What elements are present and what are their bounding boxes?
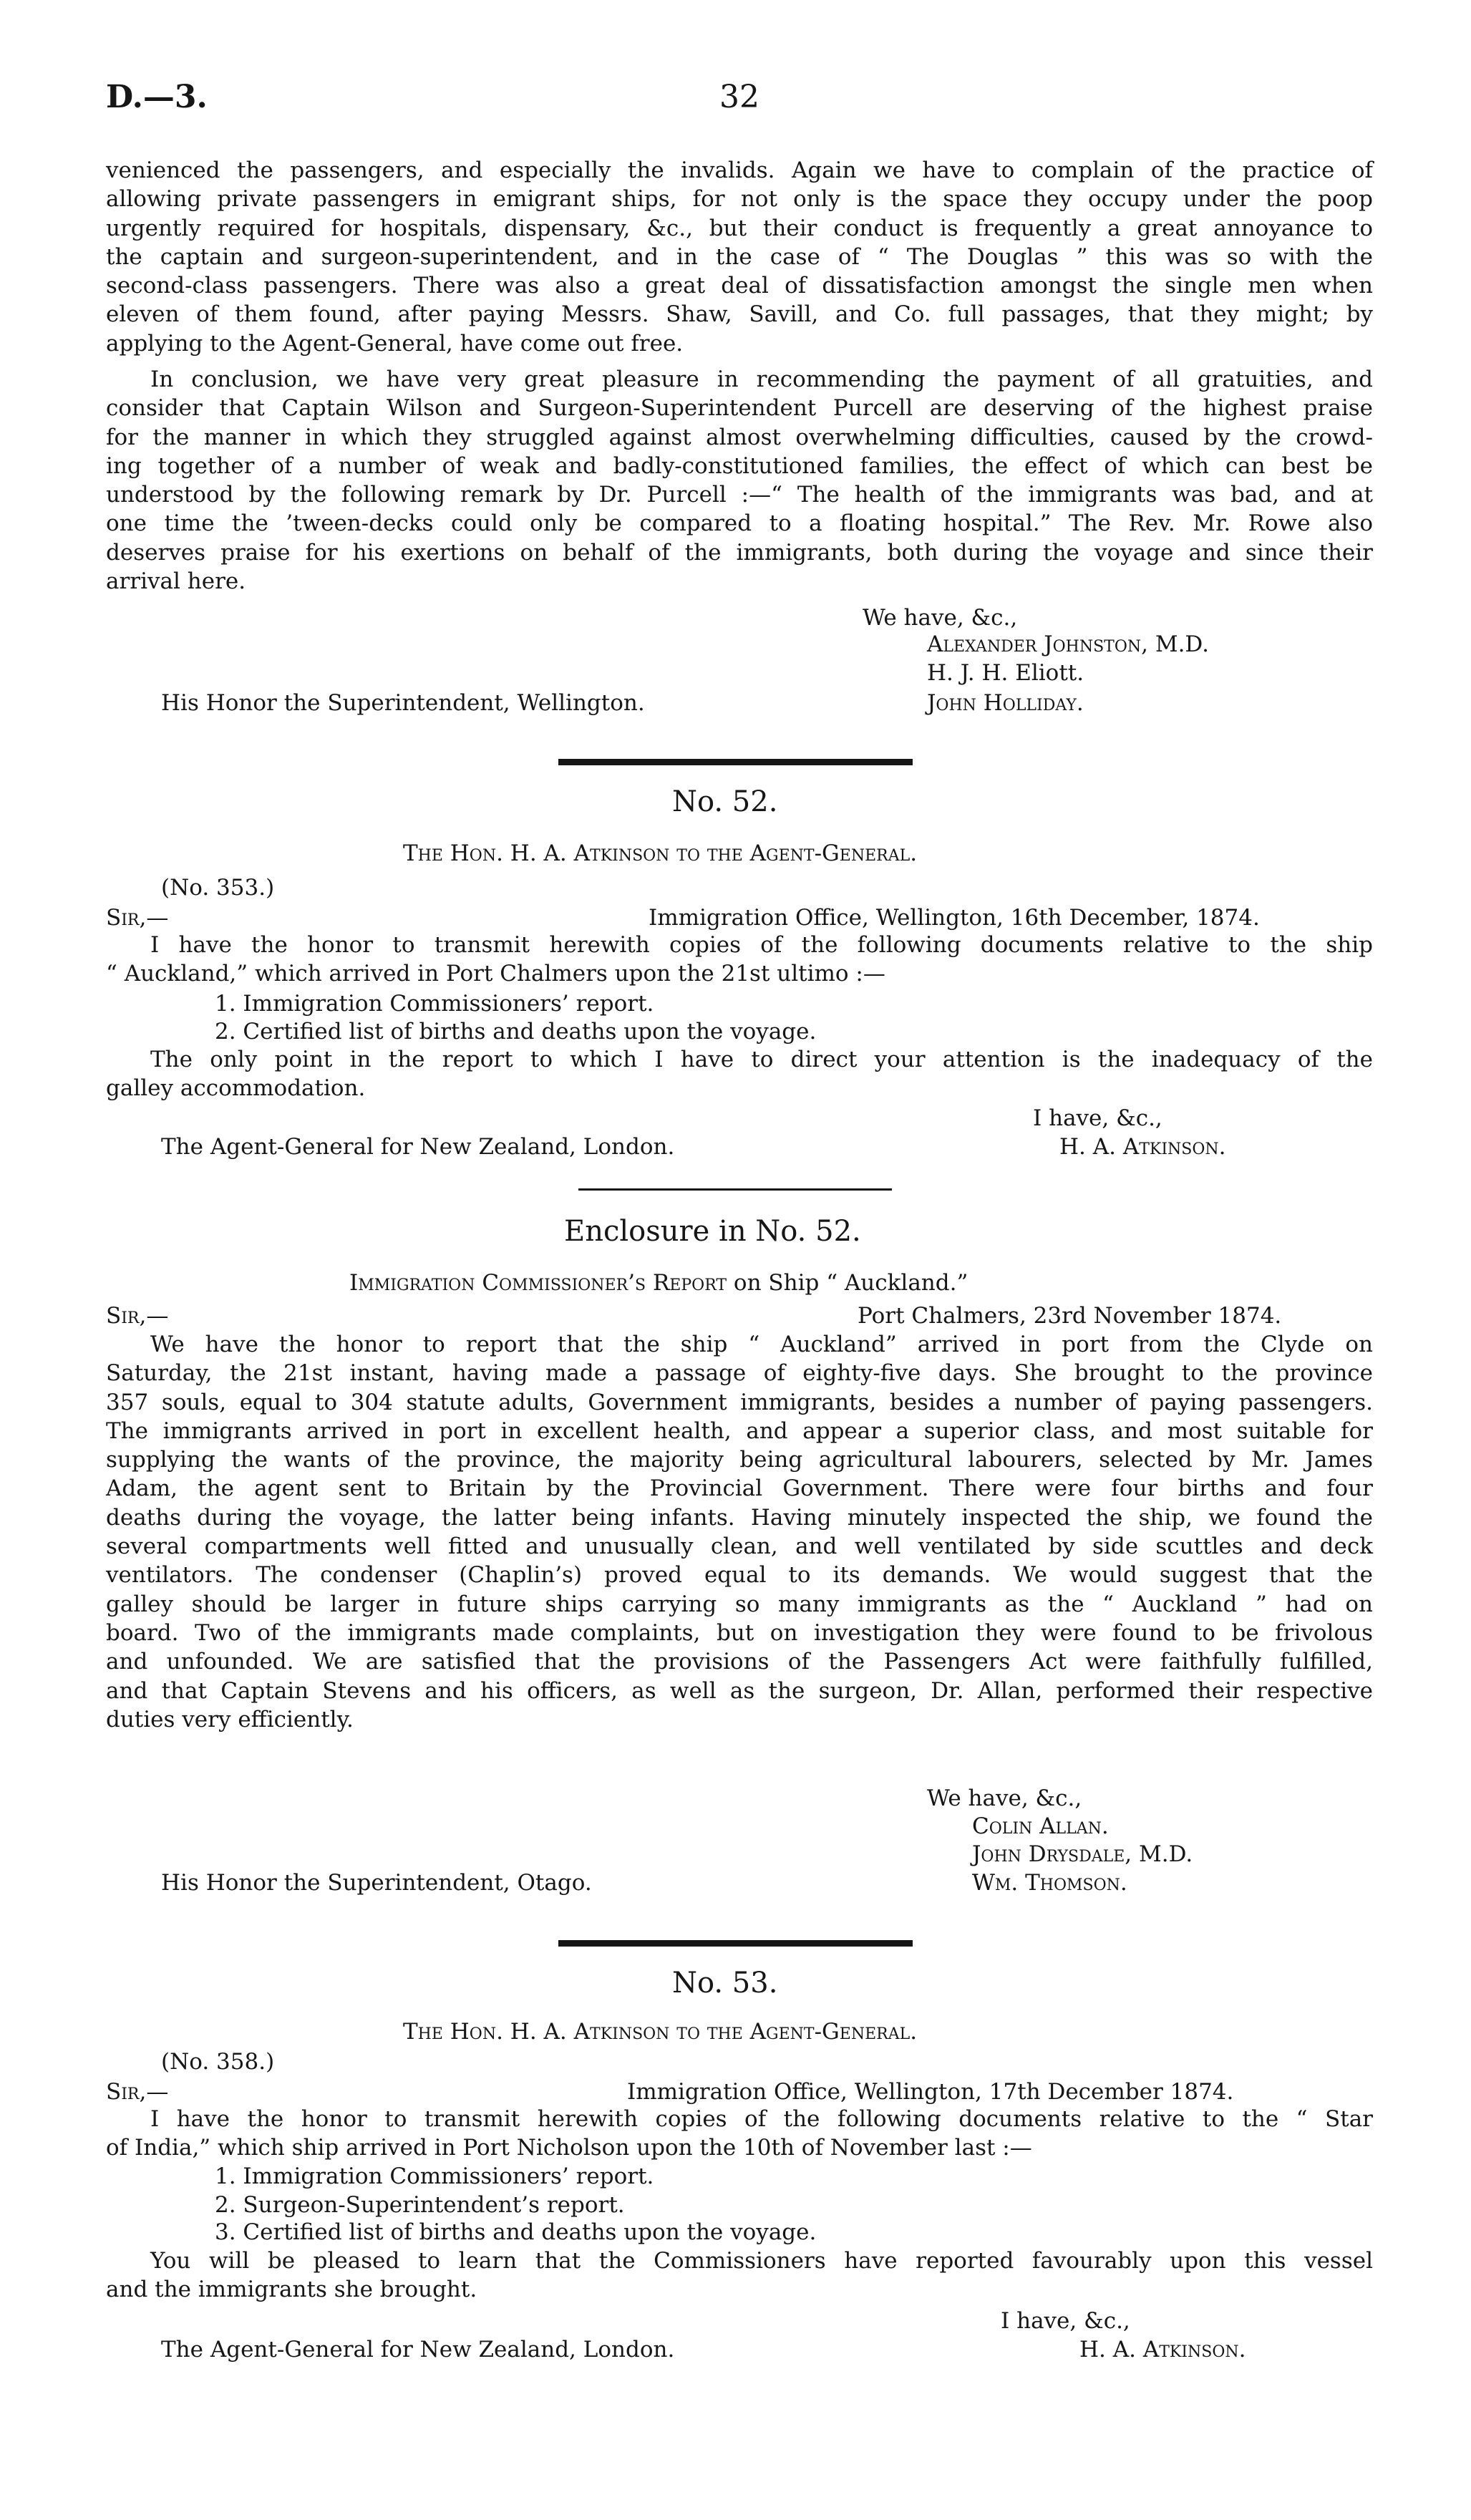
text-line: board. Two of the immigrants made complaints, but on investigation they were found to be frivolous bbox=[106, 1619, 1373, 1646]
subheading-smallcaps: Immigration Commissioner’s Report bbox=[349, 1270, 727, 1296]
text-line: I have the honor to transmit herewith copies of the following documents relative to the ship bbox=[150, 932, 1373, 958]
letter-reference: (No. 353.) bbox=[161, 875, 275, 901]
list-item: 3. Certified list of births and deaths upon the voyage. bbox=[215, 2219, 817, 2245]
letter-reference: (No. 358.) bbox=[161, 2049, 275, 2075]
text-line: and the immigrants she brought. bbox=[106, 2277, 477, 2303]
closing: We have, &c., bbox=[863, 605, 1018, 631]
section-divider-thick bbox=[558, 759, 913, 765]
letter-body bbox=[106, 2105, 1373, 2163]
signature: H. A. Atkinson. bbox=[1059, 1134, 1226, 1160]
text-line: The only point in the report to which I have to direct your attention is the inadequacy of the bbox=[150, 1047, 1373, 1072]
text-line: venienced the passengers, and especially the invalids. Again we have to complain of the practice of bbox=[106, 158, 1373, 183]
salutation: Sir,— bbox=[106, 905, 169, 931]
text-line: Adam, the agent sent to Britain by the Provincial Government. There were four births and four bbox=[106, 1475, 1373, 1502]
addressee: His Honor the Superintendent, Otago. bbox=[161, 1870, 592, 1896]
text-line: applying to the Agent-General, have come out free. bbox=[106, 330, 684, 357]
report-body bbox=[106, 1330, 1373, 1734]
text-line: and that Captain Stevens and his officers, as well as the surgeon, Dr. Allan, performed their respective bbox=[106, 1677, 1373, 1704]
addressee: The Agent-General for New Zealand, London. bbox=[161, 1134, 675, 1160]
text-line: deserves praise for his exertions on behalf of the immigrants, both during the voyage and since their bbox=[106, 539, 1373, 566]
signatory: John Drysdale, M.D. bbox=[972, 1841, 1193, 1867]
signatory: Colin Allan. bbox=[972, 1813, 1109, 1839]
salutation: Sir,— bbox=[106, 1303, 169, 1329]
letter-body bbox=[106, 931, 1373, 989]
enclosure-heading: Enclosure in No. 52. bbox=[564, 1215, 861, 1248]
text-line: one time the ’tween-decks could only be compared to a floating hospital.” The Rev. Mr. Rowe also bbox=[106, 510, 1373, 537]
place-date: Immigration Office, Wellington, 16th December, 1874. bbox=[649, 905, 1260, 931]
text-line: consider that Captain Wilson and Surgeon-Superintendent Purcell are deserving of the highest praise bbox=[106, 395, 1373, 422]
text-line: In conclusion, we have very great pleasure in recommending the payment of all gratuities, and bbox=[150, 367, 1373, 392]
text-line: ventilators. The condenser (Chaplin’s) proved equal to its demands. We would suggest that the bbox=[106, 1562, 1373, 1589]
text-line: “ Auckland,” which arrived in Port Chalmers upon the 21st ultimo :— bbox=[106, 961, 885, 987]
document-code: D.—3. bbox=[106, 79, 208, 115]
text-line: We have the honor to report that the ship “ Auckland” arrived in port from the Clyde on bbox=[150, 1332, 1373, 1357]
text-line: galley should be larger in future ships carrying so many immigrants as the “ Auckland ” had on bbox=[106, 1591, 1373, 1617]
text-line: eleven of them found, after paying Messrs. Shaw, Savill, and Co. full passages, that they might; by bbox=[106, 301, 1373, 328]
signatory: H. J. H. Eliott. bbox=[927, 660, 1084, 686]
text-line: The immigrants arrived in port in excellent health, and appear a superior class, and most suitable for bbox=[106, 1418, 1373, 1444]
list-item: 2. Certified list of births and deaths upon the voyage. bbox=[215, 1019, 817, 1045]
closing: I have, &c., bbox=[1001, 2308, 1130, 2334]
list-item: 1. Immigration Commissioners’ report. bbox=[215, 991, 654, 1017]
section-divider-thick bbox=[558, 1940, 913, 1947]
prev-letter-paragraph-2 bbox=[106, 365, 1373, 596]
text-line: deaths during the voyage, the latter being infants. Having minutely inspected the ship, we found the bbox=[106, 1504, 1373, 1531]
text-line: urgently required for hospitals, dispensary, &c., but their conduct is frequently a great annoyance to bbox=[106, 215, 1373, 241]
text-line: 357 souls, equal to 304 statute adults, Government immigrants, besides a number of paying passengers. bbox=[106, 1389, 1373, 1415]
text-line: understood by the following remark by Dr. Purcell :—“ The health of the immigrants was bad, and at bbox=[106, 482, 1373, 508]
text-line: several compartments well fitted and unusually clean, and well ventilated by side scuttles and deck bbox=[106, 1533, 1373, 1560]
text-line: of India,” which ship arrived in Port Nicholson upon the 10th of November last :— bbox=[106, 2135, 1032, 2161]
letter-from-to: The Hon. H. A. Atkinson to the Agent-General. bbox=[403, 2019, 918, 2045]
signatory: John Holliday. bbox=[927, 690, 1084, 716]
section-divider-thin bbox=[578, 1188, 892, 1191]
letter-from-to: The Hon. H. A. Atkinson to the Agent-General. bbox=[403, 840, 918, 866]
closing: We have, &c., bbox=[927, 1785, 1082, 1811]
subheading-rest: on Ship “ Auckland.” bbox=[727, 1270, 968, 1296]
page-number: 32 bbox=[719, 79, 759, 115]
text-line: You will be pleased to learn that the Commissioners have reported favourably upon this vessel bbox=[150, 2248, 1373, 2274]
letter-heading: No. 52. bbox=[672, 785, 778, 818]
enclosure-subheading bbox=[349, 1269, 968, 1297]
text-line: second-class passengers. There was also a great deal of dissatisfaction amongst the single men when bbox=[106, 273, 1373, 299]
place-date: Immigration Office, Wellington, 17th December 1874. bbox=[627, 2079, 1234, 2105]
text-line: and unfounded. We are satisfied that the provisions of the Passengers Act were faithfully fulfilled, bbox=[106, 1649, 1373, 1675]
text-line: supplying the wants of the province, the majority being agricultural labourers, selected by Mr. James bbox=[106, 1447, 1373, 1473]
signatory: Alexander Johnston, M.D. bbox=[927, 631, 1210, 657]
text-line: ing together of a number of weak and badly-constitutioned families, the effect of which can best be bbox=[106, 452, 1373, 479]
text-line: for the manner in which they struggled against almost overwhelming difficulties, caused by the crowd- bbox=[106, 424, 1373, 450]
letter-final-paragraph bbox=[106, 1045, 1373, 1103]
text-line: Saturday, the 21st instant, having made a passage of eighty-five days. She brought to the province bbox=[106, 1360, 1373, 1387]
letter-heading: No. 53. bbox=[672, 1967, 778, 2000]
signatory: Wm. Thomson. bbox=[972, 1870, 1127, 1896]
closing: I have, &c., bbox=[1033, 1105, 1162, 1131]
addressee: The Agent-General for New Zealand, London. bbox=[161, 2337, 675, 2362]
salutation: Sir,— bbox=[106, 2079, 169, 2105]
list-item: 1. Immigration Commissioners’ report. bbox=[215, 2163, 654, 2189]
text-line: galley accommodation. bbox=[106, 1075, 366, 1102]
text-line: arrival here. bbox=[106, 568, 246, 595]
letter-final-paragraph bbox=[106, 2247, 1373, 2305]
text-line: duties very efficiently. bbox=[106, 1706, 354, 1732]
text-line: I have the honor to transmit herewith copies of the following documents relative to the “ Star bbox=[150, 2106, 1373, 2132]
text-line: the captain and surgeon-superintendent, and in the case of “ The Douglas ” this was so with the bbox=[106, 243, 1373, 270]
signature: H. A. Atkinson. bbox=[1079, 2337, 1246, 2362]
place-date: Port Chalmers, 23rd November 1874. bbox=[858, 1303, 1282, 1329]
prev-letter-paragraph-1 bbox=[106, 156, 1373, 358]
list-item: 2. Surgeon-Superintendent’s report. bbox=[215, 2192, 625, 2218]
addressee: His Honor the Superintendent, Wellington. bbox=[161, 690, 645, 716]
text-line: allowing private passengers in emigrant ships, for not only is the space they occupy under the poop bbox=[106, 186, 1373, 213]
